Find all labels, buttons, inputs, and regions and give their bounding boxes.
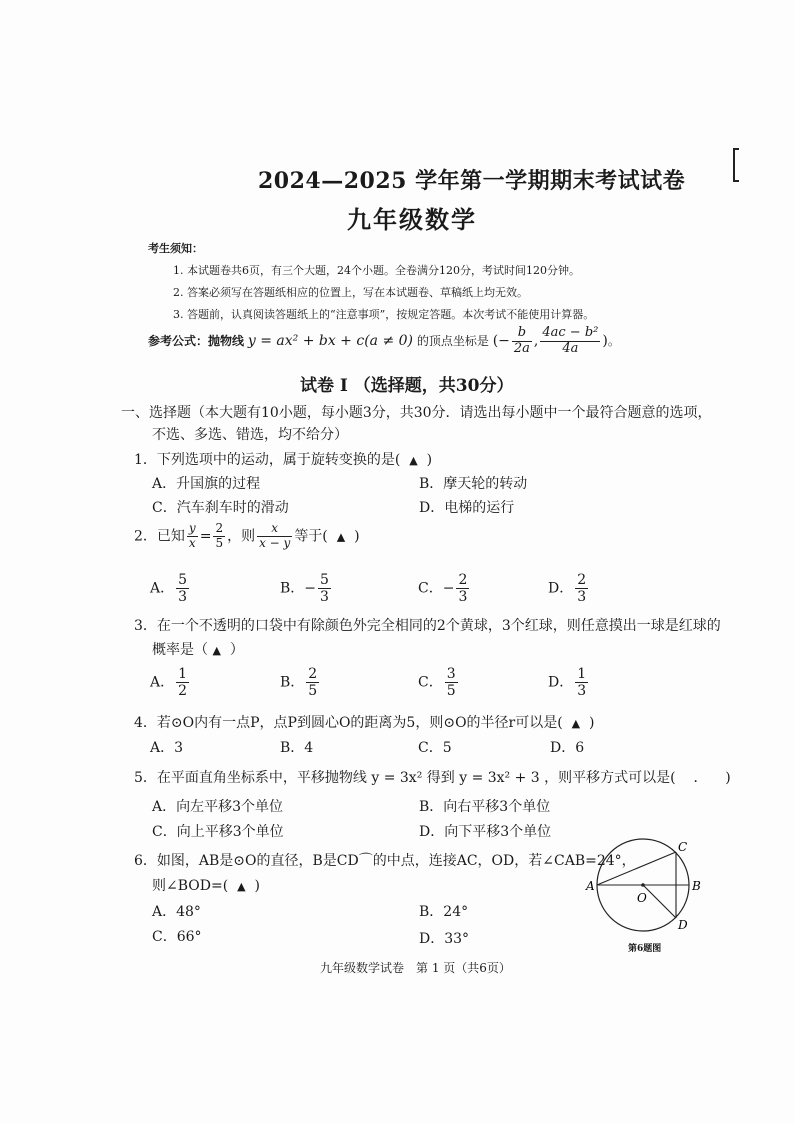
q3-option-a: A． $\frac{1}{2}$ [150,666,188,700]
q4-option-a: A．3 [150,740,184,756]
notice-heading: 考生须知： [148,242,203,255]
q1-option-b: B．摩天轮的转动 [419,476,528,492]
q6-option-d: D．33° [419,931,470,947]
formula-prefix: 参考公式：抛物线 [148,333,245,348]
q6-circle-figure [580,835,720,955]
question-6-line1: 6．如图，AB是⊙O的直径，B是CD⌒的中点，连接AC，OD，若∠CAB=24°， [134,853,636,869]
part-instruction-line2: 不选、多选、错选，均不给分） [152,427,348,443]
q2-option-d: D． $\frac{2}{3}$ [548,572,587,606]
question-1-stem: 1．下列选项中的运动，属于旋转变换的是( ▲ ) [134,452,433,468]
exam-title: 2024—2025 学年第一学期期末考试试卷 [258,168,686,194]
figure-caption: 第6题图 [628,944,662,954]
label-c: C [678,840,688,854]
q5-option-a: A．向左平移3个单位 [152,799,284,815]
formula-mid: 的顶点坐标是 [416,333,489,348]
notice-item-1: 1. 本试题卷共6页，有三个大题，24个小题。全卷满分120分，考试时间120分钟。 [173,264,580,277]
label-b: B [692,879,701,893]
margin-bracket-mark [733,148,739,182]
q4-option-b: B．4 [280,740,314,756]
exam-subtitle: 九年级数学 [347,205,477,234]
question-6-line2: 则∠BOD=( ▲ ) [152,878,260,894]
question-5-stem: 5．在平面直角坐标系中，平移抛物线 y = 3x² 得到 y = 3x² + 3 ，则平移方式可以是( ． ) [134,770,731,786]
label-a: A [586,879,595,893]
part-instruction-line1: 一、选择题（本大题有10小题，每小题3分，共30分．请选出每小题中一个最符合题意的选项， [121,405,712,421]
q3-option-d: D． $\frac{1}{3}$ [548,666,587,700]
vertex-y-fraction: $\frac{\text{4ac − b²}}{4a}$ [542,325,599,356]
q2-condition-value: $\frac{2}{5}$ [215,521,224,550]
q5-option-c: C．向上平移3个单位 [152,824,284,840]
q5-option-d: D．向下平移3个单位 [419,824,552,840]
q3-option-c: C． $\frac{3}{5}$ [418,666,456,700]
segment-od [643,885,676,918]
vertex-x-fraction: $\frac{b}{2a}$ [513,325,530,356]
notice-item-3: 3. 答题前，认真阅读答题纸上的“注意事项”，按规定答题。本次考试不能使用计算器。 [173,308,595,321]
question-2-stem: 2．已知 $\frac{y}{x}$ = $\frac{2}{5}$ ，则 $\frac{x}{x - y}$ 等于( ▲ ) [134,521,360,550]
page-footer: 九年级数学试卷 第 1 页（共6页） [320,961,511,975]
question-3-line1: 3．在一个不透明的口袋中有除颜色外完全相同的2个黄球，3个红球，则任意摸出一球是红球的 [134,618,721,634]
q5-option-b: B．向右平移3个单位 [419,799,551,815]
q2-condition-fraction: $\frac{y}{x}$ [188,521,196,550]
q2-expression-fraction: $\frac{x}{x - y}$ [259,521,291,550]
chord-ac [597,852,676,885]
q2-option-b: B．− $\frac{5}{3}$ [280,572,329,606]
q3-option-b: B． $\frac{2}{5}$ [280,666,318,700]
q4-option-d: D．6 [550,740,585,756]
notice-item-2: 2. 答案必须写在答题纸相应的位置上，写在本试题卷、草稿纸上均无效。 [173,286,528,299]
q1-option-c: C．汽车刹车时的滑动 [152,500,289,516]
question-3-line2: 概率是（ ▲ ） [152,642,244,658]
label-o: O [637,891,647,905]
q4-option-c: C．5 [418,740,452,756]
section-title: 试卷 I （选择题，共30分） [300,376,514,396]
q2-option-a: A． $\frac{5}{3}$ [150,572,188,606]
q6-option-b: B．24° [419,904,469,920]
q2-option-c: C．− $\frac{2}{3}$ [418,572,468,606]
question-4-stem: 4．若⊙O内有一点P，点P到圆心O的距离为5，则⊙O的半径r可以是( ▲ ) [134,715,595,731]
reference-formula: 参考公式：抛物线 y = ax² + bx + c(a ≠ 0) 的顶点坐标是 (− $\frac{b}{2a}$ , $\frac{\text{4ac − b²}}{4a}$ )。 [148,325,620,356]
q1-option-d: D．电梯的运行 [419,500,515,516]
answer-blank-mark: ▲ [409,454,418,467]
center-point [641,883,645,887]
q1-option-a: A．升国旗的过程 [152,476,261,492]
formula-expression: y = ax² + bx + c(a ≠ 0) [247,332,414,349]
label-d: D [678,918,688,932]
q6-option-c: C．66° [152,929,202,945]
q6-option-a: A．48° [152,904,201,920]
